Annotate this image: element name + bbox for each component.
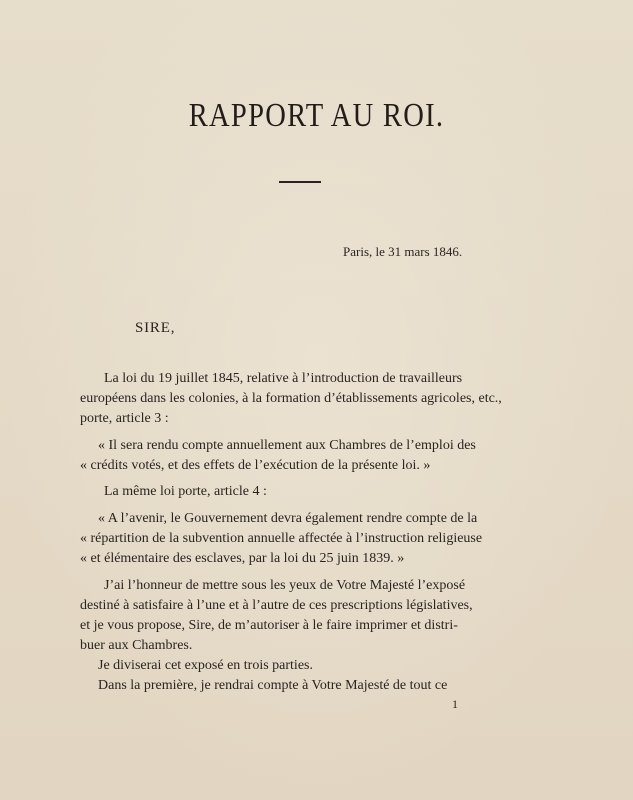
page-title: RAPPORT AU ROI. (188, 97, 445, 134)
text-line: destiné à satisfaire à l’une et à l’autre de ces prescriptions législatives, (80, 598, 473, 613)
text-line: « Il sera rendu compte annuellement aux Chambres de l’emploi des (98, 438, 476, 453)
text-line: buer aux Chambres. (80, 638, 193, 653)
text-line: « A l’avenir, le Gouvernement devra également rendre compte de la (98, 511, 478, 526)
text-line: La même loi porte, article 4 : (104, 484, 267, 499)
dateline: Paris, le 31 mars 1846. (343, 244, 463, 259)
text-line: « répartition de la subvention annuelle affectée à l’instruction religieuse (80, 531, 483, 546)
text-line: J’ai l’honneur de mettre sous les yeux de Votre Majesté l’exposé (104, 578, 466, 593)
text-line: porte, article 3 : (80, 411, 169, 426)
salutation: SIRE, (135, 320, 176, 336)
text-line: et je vous propose, Sire, de m’autoriser à le faire imprimer et distri- (80, 618, 458, 633)
text-line: européens dans les colonies, à la formation d’établissements agricoles, etc., (80, 391, 502, 406)
text-line: Je diviserai cet exposé en trois parties. (98, 658, 313, 673)
text-line: La loi du 19 juillet 1845, relative à l’introduction de travailleurs (104, 371, 463, 386)
title-divider (279, 181, 321, 183)
text-line: « crédits votés, et des effets de l’exécution de la présente loi. » (80, 458, 431, 473)
page-number: 1 (452, 697, 458, 711)
text-line: Dans la première, je rendrai compte à Votre Majesté de tout ce (98, 678, 448, 693)
text-line: « et élémentaire des esclaves, par la loi du 25 juin 1839. » (80, 551, 405, 566)
